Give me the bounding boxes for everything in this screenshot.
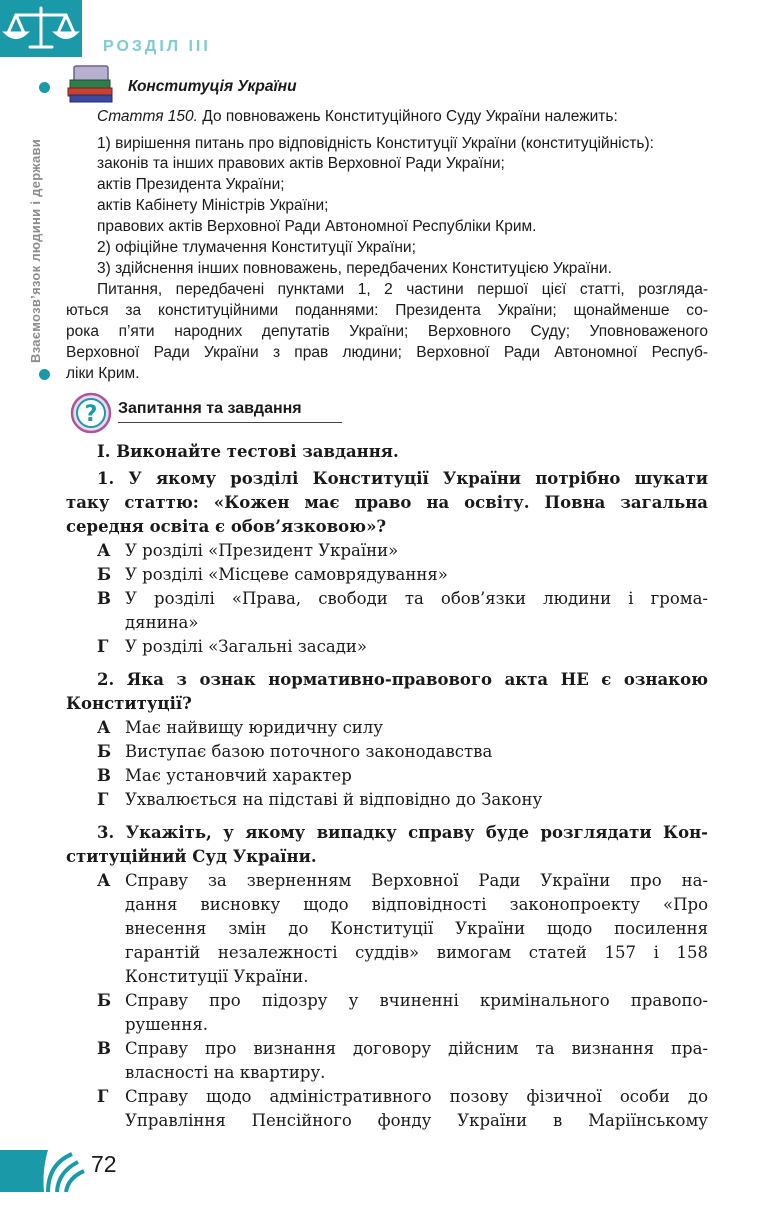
text-line: 2) офіційне тлумачення Конституції України; xyxy=(97,239,416,256)
option-letter: А xyxy=(97,718,111,737)
scales-icon xyxy=(0,0,82,57)
option-text: Має найвищу юридичну силу xyxy=(125,718,383,737)
option-letter: Г xyxy=(97,790,109,809)
questions-heading: Запитання та завдання xyxy=(118,400,302,417)
option-text: гарантій незалежності суддів» вимогам статей 157 і 158 xyxy=(125,943,708,962)
text-line: Верховної Ради України з прав людини; Верховної Ради Автономної Респуб- xyxy=(66,344,708,361)
text-line: 1) вирішення питань про відповідність Конституції України (конституційність): xyxy=(97,135,654,152)
option-letter: Б xyxy=(97,991,112,1010)
option-text: Справу щодо адміністративного позову фізичної особи до xyxy=(125,1087,708,1106)
option-text: Справу про визнання договору дійсним та визнання пра- xyxy=(125,1039,708,1058)
scales-logo xyxy=(0,0,82,57)
question-3-line: ституційний Суд України. xyxy=(66,847,317,866)
option-letter: В xyxy=(97,589,111,608)
page-number: 72 xyxy=(91,1151,117,1177)
option-letter: В xyxy=(97,1039,111,1058)
option-letter: А xyxy=(97,871,111,890)
running-title: Взаємозв’язок людини і держави xyxy=(28,138,43,363)
question-1-line: таку статтю: «Кожен має право на освіту. Повна загальна xyxy=(66,493,708,512)
option-text: Управління Пенсійного фонду України в Маріїнському xyxy=(125,1111,708,1130)
option-text: Ухвалюється на підставі й відповідно до Закону xyxy=(125,790,543,809)
option-text: Має установчий характер xyxy=(125,766,352,785)
article-line: Стаття 150. До повноважень Конституційного Суду України належить: xyxy=(97,108,618,125)
text-line: Питання, передбачені пунктами 1, 2 частини першої цієї статті, розгляда- xyxy=(97,281,708,298)
option-text: дання висновку щодо відповідності законопроекту «Про xyxy=(125,895,708,914)
books-icon xyxy=(66,64,118,109)
part-title: І. Виконайте тестові завдання. xyxy=(97,442,399,461)
text-line: ються за конституційними поданнями: Президента України; щонайменше со- xyxy=(66,302,708,319)
option-text: У розділі «Права, свободи та обов’язки людини і грома- xyxy=(125,589,708,608)
question-icon xyxy=(70,392,112,439)
option-letter: Б xyxy=(97,742,112,761)
question-2-line: 2. Яка з ознак нормативно-правового акта НЕ є ознакою xyxy=(97,670,708,689)
option-text: рушення. xyxy=(125,1015,209,1034)
text-line: актів Кабінету Міністрів України; xyxy=(97,197,329,214)
text-line: ліки Крим. xyxy=(66,365,140,382)
option-text: дянина» xyxy=(125,613,199,632)
text-line: 3) здійснення інших повноважень, передбачених Конституцією України. xyxy=(97,260,612,277)
text-line: актів Президента України; xyxy=(97,176,285,193)
question-2-line: Конституції? xyxy=(66,694,192,713)
option-text: внесення змін до Конституції України щодо посилення xyxy=(125,919,708,938)
option-text: власності на квартиру. xyxy=(125,1063,326,1082)
option-text: Справу про підозру у вчиненні кримінального правопо- xyxy=(125,991,708,1010)
footer-bar xyxy=(0,1150,40,1192)
constitution-title: Конституція України xyxy=(128,78,297,95)
question-1-line: середня освіта є обов’язковою»? xyxy=(66,517,387,536)
heading-underline xyxy=(118,422,342,423)
option-letter: Г xyxy=(97,1087,109,1106)
option-text: Конституції України. xyxy=(125,967,309,986)
question-3-line: 3. Укажіть, у якому випадку справу буде розглядати Кон- xyxy=(97,823,708,842)
option-text: У розділі «Президент України» xyxy=(125,541,399,560)
option-letter: А xyxy=(97,541,111,560)
option-letter: Б xyxy=(97,565,112,584)
wave-icon xyxy=(38,1150,86,1197)
option-text: У розділі «Загальні засади» xyxy=(125,637,367,656)
text-line: законів та інших правових актів Верховної Ради України; xyxy=(97,155,505,172)
option-text: У розділі «Місцеве самоврядування» xyxy=(125,565,448,584)
option-letter: Г xyxy=(97,637,109,656)
text-line: правових актів Верховної Ради Автономної Республіки Крим. xyxy=(97,218,537,235)
margin-dot xyxy=(39,369,50,380)
option-text: Виступає базою поточного законодавства xyxy=(125,742,493,761)
text-line: рока п’яти народних депутатів України; Верховного Суду; Уповноваженого xyxy=(66,323,708,340)
section-label: РОЗДІЛ ІІІ xyxy=(103,38,211,55)
question-1-line: 1. У якому розділі Конституції України потрібно шукати xyxy=(97,469,708,488)
article-label: Стаття 150. xyxy=(97,108,198,125)
svg-text:?: ? xyxy=(84,402,98,427)
option-text: Справу за зверненням Верховної Ради України про на- xyxy=(125,871,708,890)
option-letter: В xyxy=(97,766,111,785)
